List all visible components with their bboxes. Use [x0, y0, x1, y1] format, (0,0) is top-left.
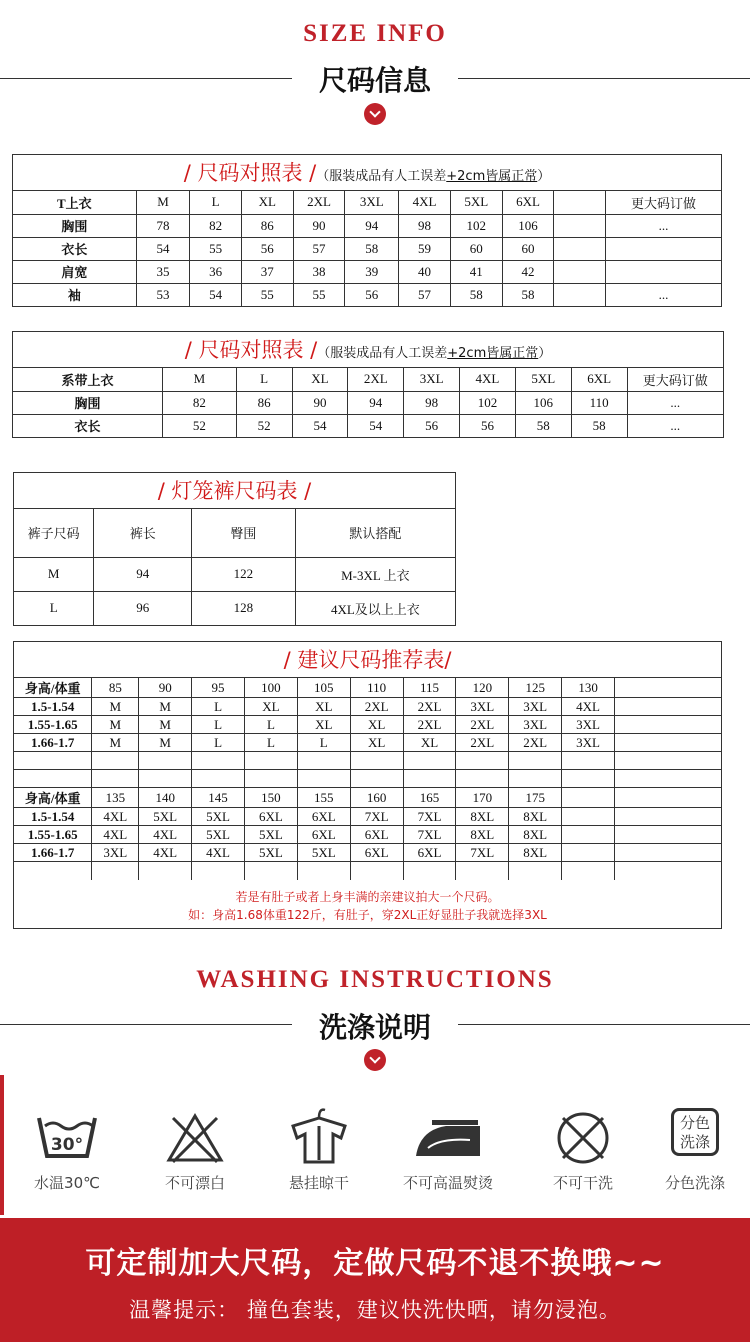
table-cell: 175 [509, 788, 562, 808]
table-cell: 58 [571, 414, 627, 437]
table-cell: 57 [399, 283, 451, 306]
table-cell [350, 862, 403, 880]
table-row [13, 414, 723, 437]
table-cell: 58 [450, 283, 502, 306]
table-cell: 4XL [92, 808, 139, 826]
table-row [14, 862, 721, 880]
table-cell: 128 [192, 591, 296, 625]
table-cell: 4XL [562, 698, 615, 716]
table-cell: XL [297, 698, 350, 716]
table-cell: 1.55-1.65 [14, 716, 92, 734]
table-cell [139, 770, 192, 788]
table-cell: 4XL及以上上衣 [295, 591, 455, 625]
table-cell: 95 [192, 678, 245, 698]
table-cell: 55 [241, 283, 293, 306]
table-cell: 40 [399, 260, 451, 283]
table-cell [615, 752, 722, 770]
table-cell [244, 862, 297, 880]
table-cell [554, 260, 606, 283]
table-cell: 106 [502, 214, 554, 237]
table-cell: 56 [460, 414, 516, 437]
table-cell: 身高/体重 [14, 678, 92, 698]
table-header-row [13, 191, 721, 214]
table-cell [350, 770, 403, 788]
table-caption: / 尺码对照表 /（服装成品有人工误差+2cm皆属正常） [13, 332, 723, 368]
table-cell: 2XL [403, 698, 456, 716]
table-cell: 105 [297, 678, 350, 698]
table-row [14, 591, 455, 625]
table-cell: XL [350, 734, 403, 752]
table-cell: M [92, 734, 139, 752]
table-cell: 102 [450, 214, 502, 237]
table-cell: 更大码订做 [605, 191, 721, 214]
table-cell: 39 [345, 260, 399, 283]
table-cell: XL [403, 734, 456, 752]
table-cell: 60 [502, 237, 554, 260]
table-cell: 7XL [350, 808, 403, 826]
table-cell: 系带上衣 [13, 368, 163, 391]
table-cell: 54 [136, 237, 190, 260]
table-cell: 身高/体重 [14, 788, 92, 808]
table-cell: 37 [241, 260, 293, 283]
table-cell [615, 826, 722, 844]
table-caption: / 尺码对照表 /（服装成品有人工误差+2cm皆属正常） [13, 155, 721, 191]
table-row [14, 808, 721, 826]
table-cell [244, 752, 297, 770]
table-cell [562, 862, 615, 880]
table-cell [562, 844, 615, 862]
table-cell: 3XL [456, 698, 509, 716]
table-cell: 胸围 [13, 214, 136, 237]
wash-item [12, 1100, 122, 1192]
table-cell: XL [297, 716, 350, 734]
no-bleach-icon [163, 1108, 227, 1168]
chevron-down-icon [364, 103, 386, 125]
table-cell: T上衣 [13, 191, 136, 214]
table-cell: 4XL [399, 191, 451, 214]
note-line-2: 如：身高1.68体重122斤，有肚子，穿2XL正好显肚子我就选择3XL [188, 907, 547, 922]
size-info-cn-title: 尺码信息 [318, 64, 431, 97]
table-cell: 2XL [403, 716, 456, 734]
table-cell: L [192, 734, 245, 752]
wash-icons-row [0, 1100, 750, 1210]
table-cell: 3XL [562, 734, 615, 752]
wash-item [640, 1100, 750, 1192]
table-cell: 59 [399, 237, 451, 260]
table-cell: 145 [192, 788, 245, 808]
table-cell: 41 [450, 260, 502, 283]
table-cell: 3XL [345, 191, 399, 214]
table-cell: 57 [293, 237, 345, 260]
table-cell: 5XL [192, 808, 245, 826]
table-cell: 3XL [509, 716, 562, 734]
table-cell: 6XL [350, 844, 403, 862]
table-cell: 肩宽 [13, 260, 136, 283]
table-cell: 5XL [515, 368, 571, 391]
table-cell: M [139, 734, 192, 752]
table-cell: 125 [509, 678, 562, 698]
table-cell: M [92, 716, 139, 734]
table-cell: M [139, 698, 192, 716]
wash-item [140, 1100, 250, 1192]
table-cell: 82 [163, 391, 237, 414]
table-row [13, 214, 721, 237]
table-cell: 衣长 [13, 414, 163, 437]
table-cell: 3XL [562, 716, 615, 734]
table-cell: 90 [293, 214, 345, 237]
table-cell: 58 [502, 283, 554, 306]
table-cell: M [136, 191, 190, 214]
table-cell: 56 [404, 414, 460, 437]
table-cell: 56 [345, 283, 399, 306]
no-iron-icon [410, 1108, 486, 1168]
table-cell: 8XL [456, 826, 509, 844]
table-cell [554, 283, 606, 306]
table-row [14, 557, 455, 591]
table-cell: 53 [136, 283, 190, 306]
table-cell: 2XL [456, 716, 509, 734]
table-cell: M [163, 368, 237, 391]
table-cell: 56 [241, 237, 293, 260]
table-cell: 35 [136, 260, 190, 283]
table-cell: 衣长 [13, 237, 136, 260]
table-cell: 110 [571, 391, 627, 414]
table-cell [139, 752, 192, 770]
table-cell: L [192, 698, 245, 716]
table-cell [615, 844, 722, 862]
table-cell: 5XL [192, 826, 245, 844]
table-cell: 110 [350, 678, 403, 698]
table-cell: 1.66-1.7 [14, 844, 92, 862]
table-cell [92, 862, 139, 880]
table-cell [615, 808, 722, 826]
table-cell: ... [605, 283, 721, 306]
size-table-lantern-pants [13, 472, 456, 626]
svg-text:30°: 30° [50, 1135, 84, 1155]
table-cell: 85 [92, 678, 139, 698]
table-cell [456, 752, 509, 770]
table-cell: 8XL [509, 808, 562, 826]
table-cell [615, 788, 722, 808]
washing-en-title: WASHING INSTRUCTIONS [196, 966, 554, 993]
table-cell: 6XL [502, 191, 554, 214]
table-cell: 122 [192, 557, 296, 591]
table-row [14, 844, 721, 862]
table-cell: 100 [244, 678, 297, 698]
table-row [13, 237, 721, 260]
table-cell: 5XL [139, 808, 192, 826]
table-cell [456, 770, 509, 788]
table-header-row [14, 509, 455, 557]
table-cell: 96 [94, 591, 192, 625]
table-row [13, 283, 721, 306]
table-cell: 130 [562, 678, 615, 698]
table-cell: XL [244, 698, 297, 716]
banner-tip: 温馨提示： 撞色套装，建议快洗快晒，请勿浸泡。 [129, 1298, 621, 1322]
table-cell: 102 [460, 391, 516, 414]
table-cell: 58 [515, 414, 571, 437]
table-cell: 7XL [403, 808, 456, 826]
table-cell [192, 862, 245, 880]
table-cell [562, 788, 615, 808]
wash-label: 不可漂白 [164, 1174, 225, 1192]
washing-cn-title: 洗涤说明 [318, 1011, 431, 1044]
table-row [14, 716, 721, 734]
chevron-down-icon [364, 1049, 386, 1071]
table-cell [562, 808, 615, 826]
table-cell: M-3XL 上衣 [295, 557, 455, 591]
table-cell: 4XL [139, 826, 192, 844]
table-cell: 90 [292, 391, 348, 414]
table-cell: L [192, 716, 245, 734]
table-header-row [14, 678, 721, 698]
banner-headline: 可定制加大尺码，定做尺码不退不换哦~~ [85, 1246, 665, 1281]
table-cell: 94 [94, 557, 192, 591]
table-caption: / 灯笼裤尺码表 / [14, 473, 455, 509]
custom-size-banner [0, 1218, 750, 1342]
table-header-row [13, 368, 723, 391]
table-cell: 6XL [403, 844, 456, 862]
table-cell [509, 862, 562, 880]
table-row [14, 788, 721, 808]
wash-label: 不可干洗 [552, 1174, 613, 1192]
table-cell: 165 [403, 788, 456, 808]
table-cell: 38 [293, 260, 345, 283]
size-info-en-title: SIZE INFO [303, 20, 447, 47]
table-cell: 115 [403, 678, 456, 698]
table-cell: 4XL [92, 826, 139, 844]
table-cell: 5XL [297, 844, 350, 862]
wash-label: 分色洗涤 [664, 1174, 725, 1192]
table-cell: 55 [293, 283, 345, 306]
table-cell: 8XL [509, 826, 562, 844]
table-cell: 更大码订做 [627, 368, 723, 391]
table-cell: 6XL [350, 826, 403, 844]
table-cell: 2XL [350, 698, 403, 716]
table-cell: 170 [456, 788, 509, 808]
table-cell: XL [292, 368, 348, 391]
size-table-tie-top [12, 331, 724, 438]
table-row [14, 752, 721, 770]
separate-wash-icon: 分色洗涤 [671, 1108, 719, 1156]
table-cell: M [92, 698, 139, 716]
table-cell: 6XL [297, 808, 350, 826]
table-cell [14, 862, 92, 880]
table-cell: 106 [515, 391, 571, 414]
table-cell [509, 752, 562, 770]
table-cell: 54 [292, 414, 348, 437]
table-cell: L [297, 734, 350, 752]
table-cell: 3XL [509, 698, 562, 716]
table-cell: 裤长 [94, 509, 192, 557]
table-cell: 4XL [192, 844, 245, 862]
table-cell: 94 [348, 391, 404, 414]
table-cell [403, 862, 456, 880]
table-cell: 135 [92, 788, 139, 808]
table-cell: 150 [244, 788, 297, 808]
table-cell [192, 752, 245, 770]
table-cell: 7XL [456, 844, 509, 862]
note-line-1: 若是有肚子或者上身丰满的亲建议拍大一个尺码。 [235, 889, 500, 904]
table-cell [554, 237, 606, 260]
table-cell: 54 [348, 414, 404, 437]
table-cell: 4XL [139, 844, 192, 862]
table-cell [615, 862, 722, 880]
table-cell: 2XL [456, 734, 509, 752]
table-cell: 90 [139, 678, 192, 698]
table-cell [615, 770, 722, 788]
table-cell [297, 770, 350, 788]
table-cell [562, 826, 615, 844]
table-cell: 120 [456, 678, 509, 698]
table-cell [139, 862, 192, 880]
table-cell: ... [627, 391, 723, 414]
table-row [13, 260, 721, 283]
table-cell: M [14, 557, 94, 591]
table-cell: 6XL [571, 368, 627, 391]
table-cell: ... [627, 414, 723, 437]
size-table-tshirt [12, 154, 722, 307]
table-cell [92, 752, 139, 770]
table-cell [297, 862, 350, 880]
table-cell: 袖 [13, 283, 136, 306]
table-cell [92, 770, 139, 788]
table-cell: M [139, 716, 192, 734]
wash-item [393, 1100, 503, 1192]
table-cell: 52 [163, 414, 237, 437]
table-cell: 60 [450, 237, 502, 260]
table-cell: 8XL [456, 808, 509, 826]
table-cell: 86 [241, 214, 293, 237]
no-dryclean-icon [551, 1108, 615, 1168]
table-cell [244, 770, 297, 788]
table-cell: 58 [345, 237, 399, 260]
table-row [13, 391, 723, 414]
table-cell [509, 770, 562, 788]
recommend-note [14, 880, 721, 928]
wash-item [528, 1100, 638, 1192]
table-cell: L [236, 368, 292, 391]
table-cell: 82 [190, 214, 242, 237]
table-cell: 42 [502, 260, 554, 283]
table-cell [403, 770, 456, 788]
table-cell: 94 [345, 214, 399, 237]
table-cell: 98 [399, 214, 451, 237]
table-cell: XL [241, 191, 293, 214]
table-cell [350, 752, 403, 770]
wash-item [264, 1100, 374, 1192]
table-cell [554, 191, 606, 214]
table-cell: 臀围 [192, 509, 296, 557]
table-cell: 52 [236, 414, 292, 437]
table-cell: 155 [297, 788, 350, 808]
table-cell: 5XL [450, 191, 502, 214]
table-cell: L [244, 716, 297, 734]
table-cell [615, 698, 722, 716]
table-cell: 5XL [244, 826, 297, 844]
table-cell: 160 [350, 788, 403, 808]
table-cell: 98 [404, 391, 460, 414]
wash-30-icon [35, 1108, 99, 1168]
table-cell: 1.66-1.7 [14, 734, 92, 752]
table-cell [192, 770, 245, 788]
table-cell [605, 237, 721, 260]
table-caption: / 建议尺码推荐表/ [14, 642, 721, 678]
table-cell [403, 752, 456, 770]
table-cell: 1.55-1.65 [14, 826, 92, 844]
table-cell: 2XL [293, 191, 345, 214]
table-cell: 裤子尺码 [14, 509, 94, 557]
table-cell: 2XL [348, 368, 404, 391]
table-cell: 36 [190, 260, 242, 283]
table-cell: 86 [236, 391, 292, 414]
table-cell: XL [350, 716, 403, 734]
table-cell: 4XL [460, 368, 516, 391]
table-cell [456, 862, 509, 880]
table-cell: 5XL [244, 844, 297, 862]
table-cell: 3XL [92, 844, 139, 862]
table-cell: L [190, 191, 242, 214]
table-row [14, 770, 721, 788]
table-cell: 胸围 [13, 391, 163, 414]
table-cell [562, 770, 615, 788]
table-cell [615, 716, 722, 734]
table-cell [14, 752, 92, 770]
table-cell: 默认搭配 [295, 509, 455, 557]
table-cell: ... [605, 214, 721, 237]
table-cell [14, 770, 92, 788]
table-cell: 54 [190, 283, 242, 306]
table-row [14, 734, 721, 752]
table-cell: 1.5-1.54 [14, 808, 92, 826]
table-cell [615, 678, 722, 698]
table-cell: L [14, 591, 94, 625]
table-cell: 6XL [297, 826, 350, 844]
table-cell [605, 260, 721, 283]
table-cell: 8XL [509, 844, 562, 862]
table-cell: 7XL [403, 826, 456, 844]
table-cell: 6XL [244, 808, 297, 826]
wash-label: 不可高温熨烫 [402, 1174, 493, 1192]
wash-label: 水温30℃ [34, 1174, 100, 1192]
table-cell: 55 [190, 237, 242, 260]
table-cell [615, 734, 722, 752]
table-cell: 3XL [404, 368, 460, 391]
table-cell: 140 [139, 788, 192, 808]
wash-label: 悬挂晾干 [288, 1174, 349, 1192]
table-cell [562, 752, 615, 770]
table-cell: 2XL [509, 734, 562, 752]
table-cell [554, 214, 606, 237]
table-row [14, 826, 721, 844]
table-cell [297, 752, 350, 770]
size-recommend-table [13, 641, 722, 929]
table-cell: 1.5-1.54 [14, 698, 92, 716]
table-cell: L [244, 734, 297, 752]
table-row [14, 698, 721, 716]
table-cell: 78 [136, 214, 190, 237]
hang-dry-icon [287, 1104, 351, 1164]
